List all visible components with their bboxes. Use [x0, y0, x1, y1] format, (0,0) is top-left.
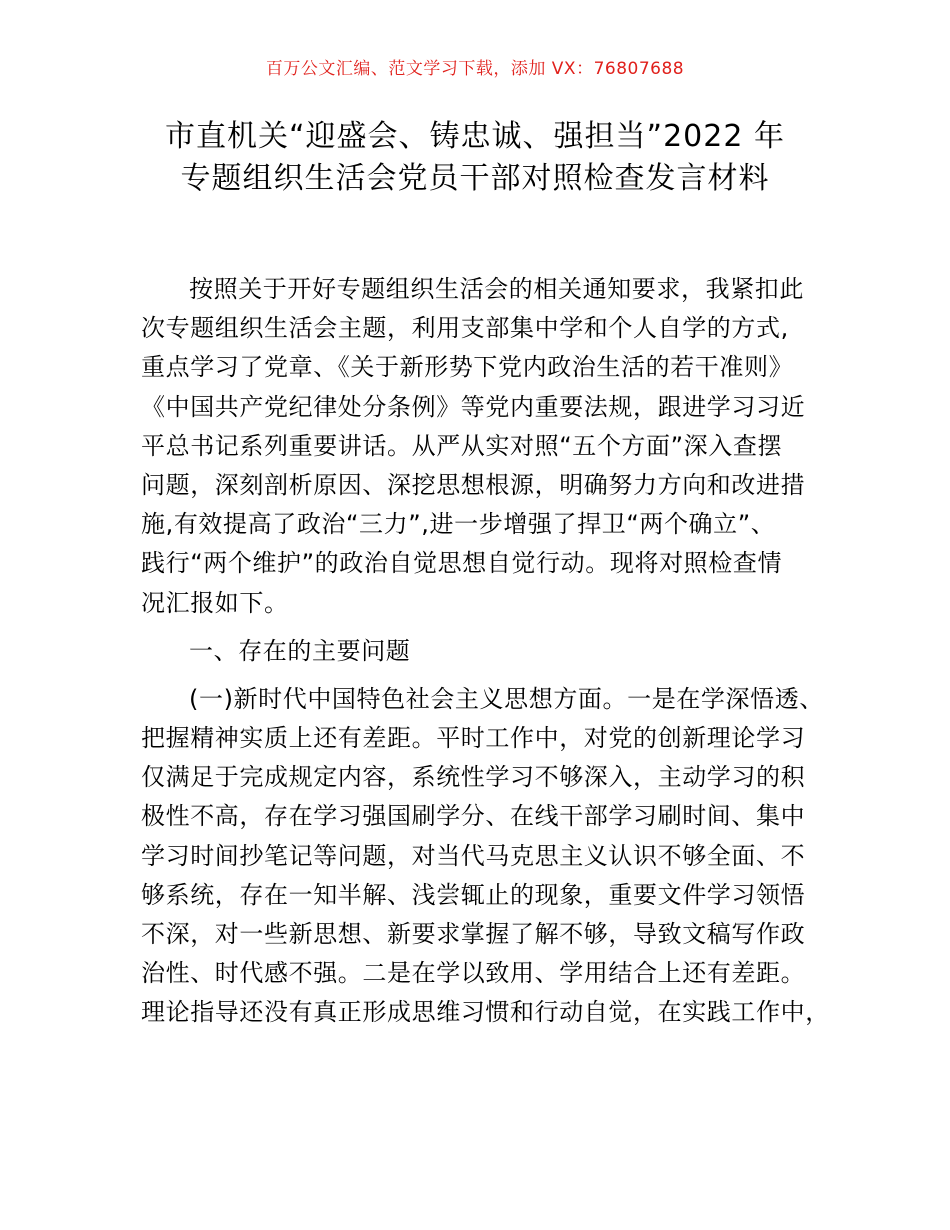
intro-line: 按照关于开好专题组织生活会的相关通知要求，我紧扣此	[189, 275, 804, 303]
intro-line: 况汇报如下。	[141, 588, 289, 617]
intro-line: 问题，深刻剖析原因、深挖思想根源，明确努力方向和改进措	[141, 470, 806, 499]
document-body	[141, 270, 831, 1033]
section-line: 学习时间抄笔记等问题，对当代马克思主义认识不够全面、不	[141, 841, 806, 870]
section-line: 仅满足于完成规定内容，系统性学习不够深入，主动学习的积	[141, 763, 806, 792]
section-line: 理论指导还没有真正形成思维习惯和行动自觉，在实践工作中，	[141, 998, 830, 1027]
section-line: (一)新时代中国特色社会主义思想方面。一是在学深悟透、	[189, 684, 824, 713]
intro-line: 施,有效提高了政治“三力”,进一步增强了捍卫“两个确立”、	[141, 510, 776, 539]
section-line: 不深，对一些新思想、新要求掌握了解不够，导致文稿写作政	[141, 920, 806, 948]
title-line-1: 市直机关“迎盛会、铸忠诚、强担当”2022 年	[165, 119, 785, 154]
section-line: 够系统，存在一知半解、浅尝辄止的现象，重要文件学习领悟	[141, 880, 806, 909]
section-line: 把握精神实质上还有差距。平时工作中，对党的创新理论学习	[141, 724, 806, 753]
document-title	[40, 116, 910, 200]
intro-line: 重点学习了党章、《关于新形势下党内政治生活的若干准则》	[141, 353, 794, 382]
intro-line: 次专题组织生活会主题，利用支部集中学和个人自学的方式,	[141, 314, 789, 343]
section-line: 治性、时代感不强。二是在学以致用、学用结合上还有差距。	[141, 959, 806, 988]
intro-line: 践行“两个维护”的政治自觉思想自觉行动。现将对照检查情	[141, 549, 783, 578]
intro-line: 平总书记系列重要讲话。从严从实对照“五个方面”深入查摆	[141, 431, 783, 460]
intro-line: 《中国共产党纪律处分条例》等党内重要法规，跟进学习习近	[141, 392, 806, 421]
section-heading: 一、存在的主要问题	[189, 636, 411, 665]
section-line: 极性不高，存在学习强国刷学分、在线干部学习刷时间、集中	[141, 802, 806, 831]
header-note: 百万公文汇编、范文学习下载，添加 VX：76807688	[265, 59, 685, 79]
title-line-2: 专题组织生活会党员干部对照检查发言材料	[180, 161, 770, 196]
